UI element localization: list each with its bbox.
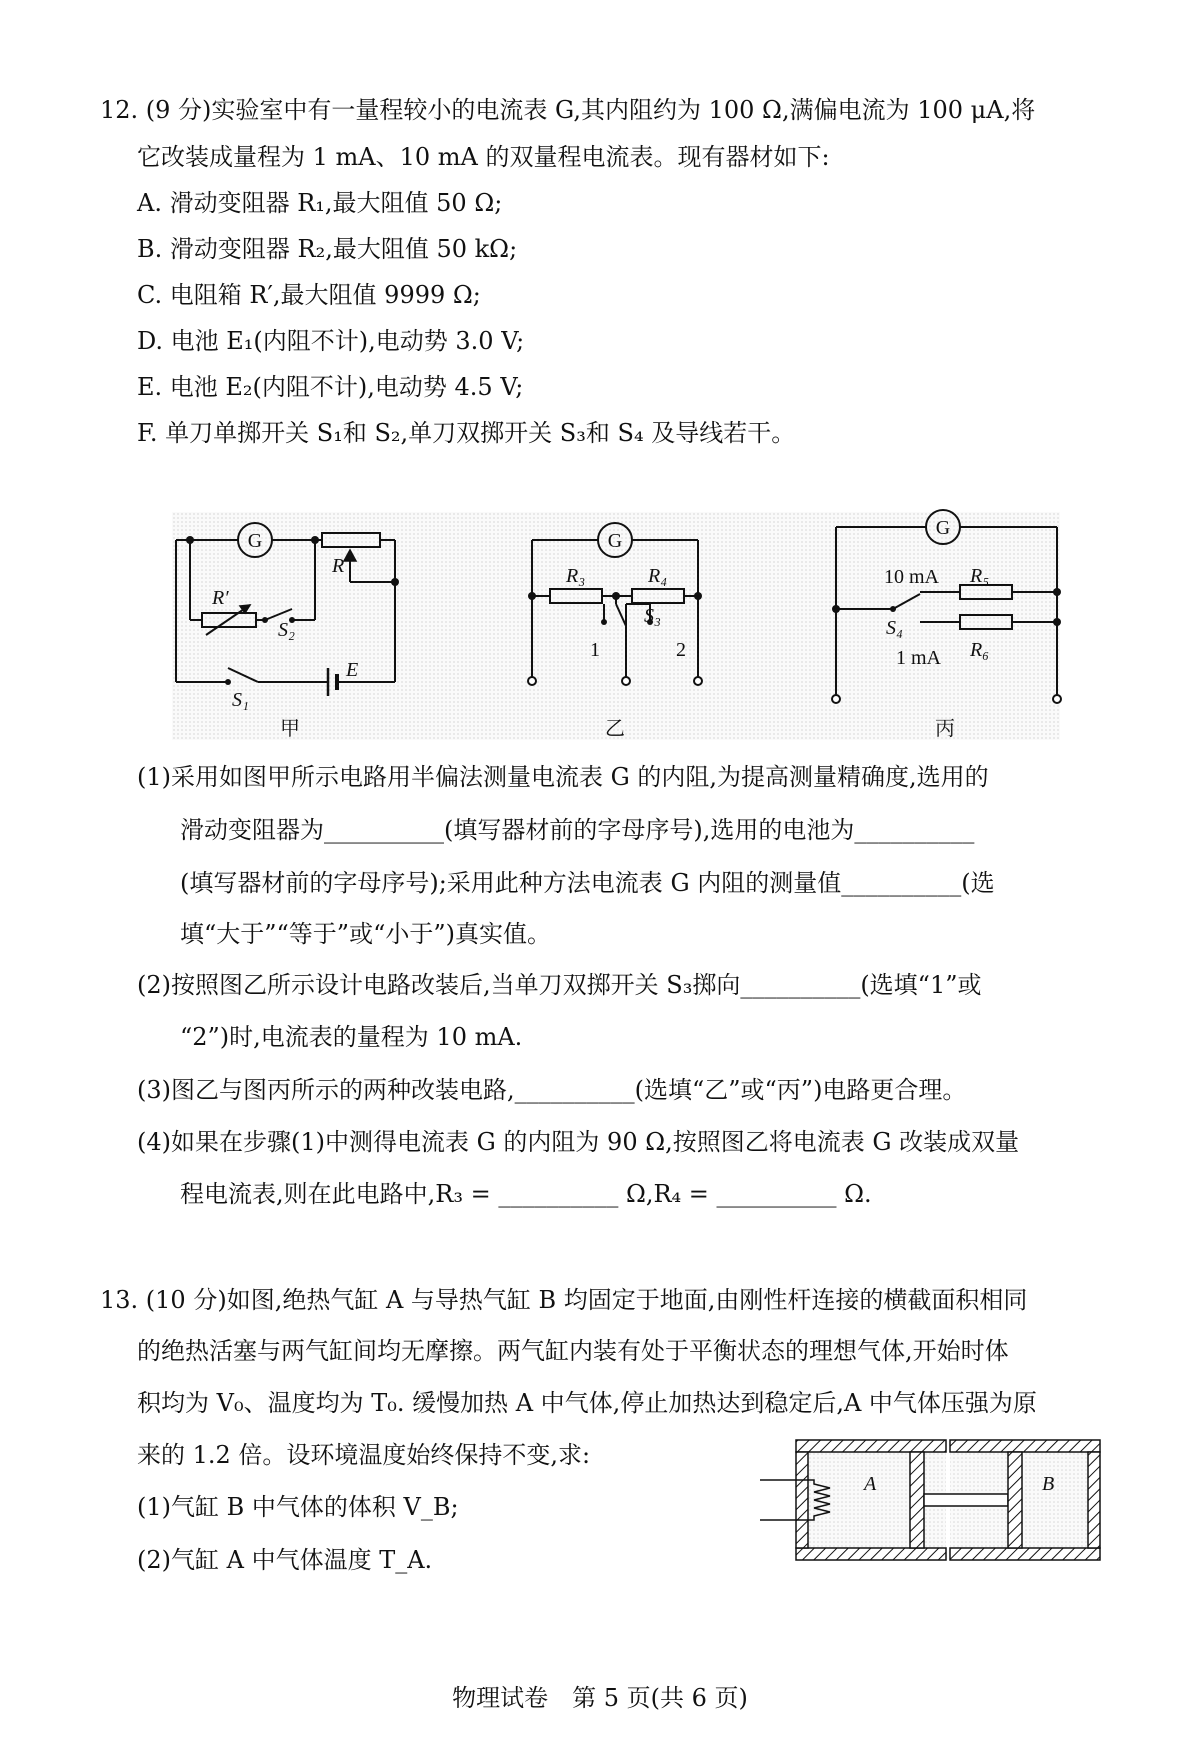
q12-part-2-line-2: “2”)时,电流表的量程为 10 mA.: [180, 1023, 523, 1051]
q13-stem-line-4: 来的 1.2 倍。设环境温度始终保持不变,求:: [137, 1441, 591, 1469]
q12-option-c: C. 电阻箱 R′,最大阻值 9999 Ω;: [137, 281, 481, 309]
label-a: A: [864, 1473, 877, 1495]
q12-option-f: F. 单刀单掷开关 S₁和 S₂,单刀双掷开关 S₃和 S₄ 及导线若干。: [137, 419, 796, 447]
caption-yi: 乙: [605, 718, 625, 740]
label-r5: R₅: [970, 565, 990, 587]
q12-option-b: B. 滑动变阻器 R₂,最大阻值 50 kΩ;: [137, 235, 518, 263]
label-g-jia: G: [247, 530, 263, 552]
label-r3: R₃: [566, 565, 586, 587]
piston-a: [910, 1452, 924, 1548]
label-pos1: 1: [590, 639, 600, 661]
q12-stem-line-1: 12. (9 分)实验室中有一量程较小的电流表 G,其内阻约为 100 Ω,满偏电流为 100 μA,将: [100, 96, 1036, 124]
circuit-figures: [0, 0, 1200, 760]
q12-stem-line-2: 它改装成量程为 1 mA、10 mA 的双量程电流表。现有器材如下:: [137, 143, 830, 171]
label-r: R: [332, 555, 345, 577]
label-g-yi: G: [607, 530, 623, 552]
switch-s1-blade: [228, 668, 258, 682]
label-s2: S₂: [278, 619, 295, 641]
q12-option-d: D. 电池 E₁(内阻不计),电动势 3.0 V;: [137, 327, 525, 355]
rheostat-r: [322, 533, 380, 547]
label-b: B: [1042, 1473, 1055, 1495]
q12-part-4-line-1: (4)如果在步骤(1)中测得电流表 G 的内阻为 90 Ω,按照图乙将电流表 G 改装成双量: [137, 1128, 1020, 1156]
label-r6: R₆: [970, 639, 990, 661]
q13-stem-line-2: 的绝热活塞与两气缸间均无摩擦。两气缸内装有处于平衡状态的理想气体,开始时体: [137, 1337, 1009, 1365]
piston-b: [1008, 1452, 1022, 1548]
q12-part-1-line-1: (1)采用如图甲所示电路用半偏法测量电流表 G 的内阻,为提高测量精确度,选用的: [137, 763, 989, 791]
q12-part-1-line-4: 填“大于”“等于”或“小于”)真实值。: [180, 920, 551, 948]
rigid-rod: [924, 1494, 1008, 1506]
q13-stem-line-3: 积均为 V₀、温度均为 T₀. 缓慢加热 A 中气体,停止加热达到稳定后,A 中气体压强为原: [137, 1389, 1037, 1417]
q12-part-2-line-1: (2)按照图乙所示设计电路改装后,当单刀双掷开关 S₃掷向__________(选填“1”或: [137, 971, 982, 999]
resistor-r6: [960, 615, 1012, 629]
label-1ma: 1 mA: [896, 647, 941, 669]
q13-part-1: (1)气缸 B 中气体的体积 V_B;: [137, 1493, 459, 1521]
label-10ma: 10 mA: [884, 566, 939, 588]
caption-bing: 丙: [935, 718, 955, 740]
q12-option-e: E. 电池 E₂(内阻不计),电动势 4.5 V;: [137, 373, 524, 401]
resistor-r3: [550, 589, 602, 603]
q13-part-2: (2)气缸 A 中气体温度 T_A.: [137, 1546, 433, 1574]
q12-part-1-line-3: (填写器材前的字母序号);采用此种方法电流表 G 内阻的测量值__________(选: [180, 869, 995, 897]
switch-s3-blade: [616, 604, 626, 626]
q12-part-1-line-2: 滑动变阻器为__________(填写器材前的字母序号),选用的电池为__________: [180, 816, 975, 844]
label-s3: S₃: [644, 605, 661, 627]
page-footer: 物理试卷 第 5 页(共 6 页): [452, 1684, 748, 1712]
label-s1: S₁: [232, 689, 249, 711]
circuit-jia: [176, 523, 395, 696]
q12-part-3: (3)图乙与图丙所示的两种改装电路,__________(选填“乙”或“丙”)电路更合理。: [137, 1076, 967, 1104]
resistor-r5: [960, 585, 1012, 599]
label-s4: S₄: [886, 617, 903, 639]
label-g-bing: G: [935, 517, 951, 539]
gas-cylinder-figure: [760, 1432, 1110, 1582]
q12-option-a: A. 滑动变阻器 R₁,最大阻值 50 Ω;: [137, 189, 503, 217]
q13-stem-line-1: 13. (10 分)如图,绝热气缸 A 与导热气缸 B 均固定于地面,由刚性杆连接的横截面积相同: [100, 1286, 1028, 1314]
resistor-r4: [632, 589, 684, 603]
label-r-prime: R′: [212, 587, 229, 609]
label-pos2: 2: [676, 639, 686, 661]
label-e: E: [346, 659, 359, 681]
caption-jia: 甲: [280, 718, 300, 740]
q12-part-4-line-2: 程电流表,则在此电路中,R₃ = __________ Ω,R₄ = __________ Ω.: [180, 1180, 872, 1208]
switch-s4-blade: [893, 594, 920, 609]
label-r4: R₄: [648, 565, 668, 587]
